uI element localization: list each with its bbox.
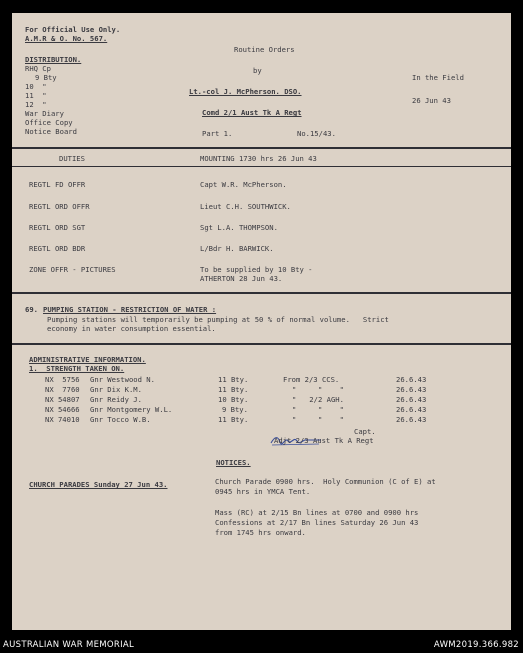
dist-item: RHQ Cp (25, 64, 51, 73)
duty-name: Sgt L.A. THOMPSON. (200, 223, 278, 232)
duty-name: To be supplied by 10 Bty - (200, 265, 313, 274)
soldier-no: NX 74010 (45, 415, 80, 424)
soldier-date: 26.6.43 (396, 385, 427, 394)
soldier-name: Gnr Montgomery W.L. (90, 405, 173, 414)
soldier-date: 26.6.43 (396, 405, 427, 414)
duty-name: L/Bdr H. BARWICK. (200, 244, 274, 253)
duty-name: Capt W.R. McPherson. (200, 180, 287, 189)
divider (12, 343, 511, 345)
duty-role: REGTL ORD SGT (29, 223, 86, 232)
soldier-bty: 9 Bty. (222, 405, 248, 414)
signoff-rank: Capt. (354, 427, 376, 436)
official-use-line: For Official Use Only. (25, 25, 121, 34)
duties-mounting: MOUNTING 1730 hrs 26 Jun 43 (200, 154, 317, 163)
order-number: No.15/43. (297, 129, 336, 138)
soldier-no: NX 54807 (45, 395, 80, 404)
pumping-heading: PUMPING STATION - RESTRICTION OF WATER : (43, 305, 217, 314)
dist-item: 12 " (25, 100, 47, 109)
duty-role: REGTL ORD OFFR (29, 202, 90, 211)
divider (12, 147, 511, 149)
soldier-from: " " " (292, 405, 344, 414)
signoff-unit: Adjt 2/3 Aust Tk A Regt (274, 436, 374, 445)
part-label: Part 1. (202, 129, 233, 138)
item-number: 69. (25, 305, 38, 314)
soldier-from: " 2/2 AGH. (292, 395, 344, 404)
footer-source: AUSTRALIAN WAR MEMORIAL (3, 640, 135, 650)
soldier-date: 26.6.43 (396, 375, 427, 384)
order-by: by (253, 66, 262, 75)
duty-role: REGTL FD OFFR (29, 180, 86, 189)
church-text: Church Parade 0900 hrs. Holy Communion (C of E) at (215, 477, 436, 486)
dist-item: Office Copy (25, 118, 73, 127)
place-label: In the Field (412, 73, 464, 82)
duty-name: Lieut C.H. SOUTHWICK. (200, 202, 291, 211)
duties-heading: DUTIES (59, 154, 85, 163)
dist-item: 11 " (25, 91, 47, 100)
pumping-text: economy in water consumption essential. (47, 324, 216, 333)
footer-accession: AWM2019.366.982 (433, 640, 519, 650)
strength-heading: 1. STRENGTH TAKEN ON. (29, 364, 125, 373)
dist-item: 10 " (25, 82, 47, 91)
order-title: Routine Orders (234, 45, 295, 54)
soldier-bty: 11 Bty. (218, 375, 249, 384)
soldier-date: 26.6.43 (396, 395, 427, 404)
soldier-bty: 11 Bty. (218, 385, 249, 394)
soldier-name: Gnr Dix K.M. (90, 385, 142, 394)
pumping-text: Pumping stations will temporarily be pumping at 50 % of normal volume. Strict (47, 315, 389, 324)
duty-role: REGTL ORD BDR (29, 244, 86, 253)
soldier-from: " " " (292, 415, 344, 424)
distribution-heading: DISTRIBUTION. (25, 55, 82, 64)
soldier-date: 26.6.43 (396, 415, 427, 424)
soldier-name: Gnr Reidy J. (90, 395, 142, 404)
soldier-name: Gnr Westwood N. (90, 375, 155, 384)
soldier-from: From 2/3 CCS. (283, 375, 340, 384)
soldier-no: NX 54666 (45, 405, 80, 414)
divider (12, 292, 511, 294)
officer-name: Lt.-col J. McPherson. DSO. (189, 87, 302, 96)
church-heading: CHURCH PARADES Sunday 27 Jun 43. (29, 480, 168, 489)
church-text: 0945 hrs in YMCA Tent. (215, 487, 311, 496)
duty-name-cont: ATHERTON 28 Jun 43. (200, 274, 283, 283)
command-name: Comd 2/1 Aust Tk A Regt (202, 108, 302, 117)
soldier-no: NX 7760 (45, 385, 80, 394)
mass-text: Confessions at 2/17 Bn lines Saturday 26 Jun 43 (215, 518, 419, 527)
order-date: 26 Jun 43 (412, 96, 451, 105)
soldier-bty: 11 Bty. (218, 415, 249, 424)
order-reference: A.M.R & O. No. 567. (25, 34, 108, 43)
soldier-bty: 10 Bty. (218, 395, 249, 404)
notices-heading: NOTICES. (216, 458, 251, 467)
duty-role: ZONE OFFR - PICTURES (29, 265, 116, 274)
dist-item: 9 Bty (35, 73, 57, 82)
soldier-no: NX 5756 (45, 375, 80, 384)
mass-text: Mass (RC) at 2/15 Bn lines at 0700 and 0900 hrs (215, 508, 419, 517)
divider (12, 166, 511, 167)
soldier-from: " " " (292, 385, 344, 394)
mass-text: from 1745 hrs onward. (215, 528, 306, 537)
admin-heading: ADMINISTRATIVE INFORMATION. (29, 355, 146, 364)
soldier-name: Gnr Tocco W.B. (90, 415, 151, 424)
dist-item: War Diary (25, 109, 64, 118)
dist-item: Notice Board (25, 127, 77, 136)
document-page (12, 13, 511, 630)
